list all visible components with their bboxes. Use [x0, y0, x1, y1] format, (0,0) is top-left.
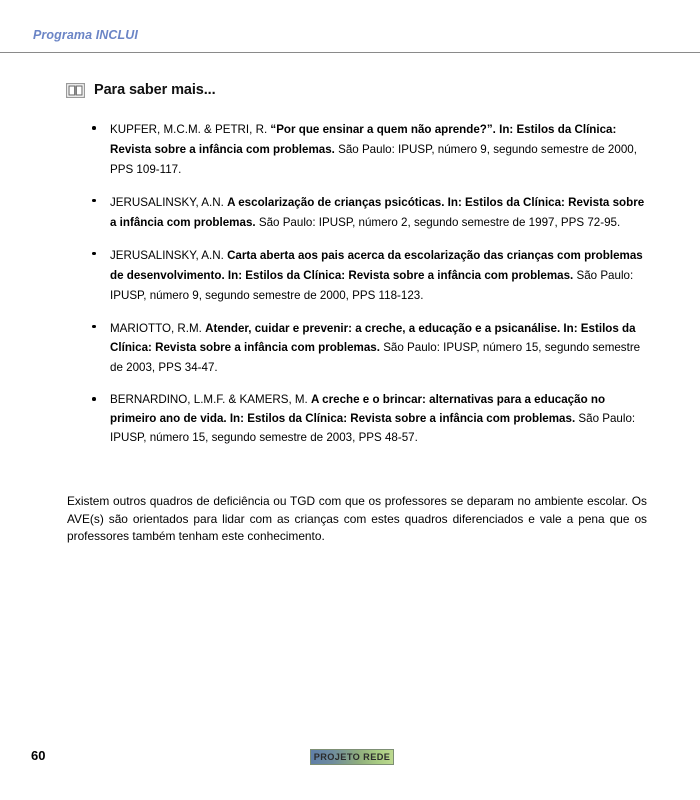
list-bullet-icon: [92, 199, 96, 203]
list-bullet-icon: [92, 397, 96, 401]
bibliography-item: [88, 193, 650, 233]
bibliography-item: [88, 319, 650, 379]
bibliography-item: [88, 120, 650, 180]
list-bullet-icon: [92, 252, 96, 256]
projeto-rede-logo-text: PROJETO REDE: [313, 752, 391, 762]
list-bullet-icon: [92, 126, 96, 130]
running-header-title: Programa INCLUI: [33, 28, 138, 42]
page-footer: [0, 740, 700, 800]
list-bullet-icon: [92, 325, 96, 329]
bibliography-entry-text: JERUSALINSKY, A.N. A escolarização de crianças psicóticas. In: Estilos da Clínica: Revista sobre a infância com problemas. São Paulo: IPUSP, número 2, segundo semestre de 1997, PPS 72-95.: [110, 195, 645, 229]
page-number: 60: [31, 748, 46, 763]
header-divider-rule: [0, 52, 700, 53]
bibliography-item: [88, 391, 650, 447]
closing-paragraph: Existem outros quadros de deficiência ou TGD com que os professores se deparam no ambiente escolar. Os AVE(s) são orientados para lidar com as crianças com estes quadros diferenciados e vale a pena que os professores também tenham este conhecimento.: [67, 493, 647, 544]
bibliography-entry-text: BERNARDINO, L.M.F. & KAMERS, M. A creche e o brincar: alternativas para a educação no primeiro ano de vida. In: Estilos da Clínica: Revista sobre a infância com problemas. São Paulo: IPUSP, número 15, segundo semestre de 2003, PPS 48-57.: [110, 393, 636, 444]
page-header: [0, 28, 700, 54]
bibliography-entry-text: KUPFER, M.C.M. & PETRI, R. “Por que ensinar a quem não aprende?”. In: Estilos da Clínica: Revista sobre a infância com problemas. São Paulo: IPUSP, número 9, segundo semestre de 2000, PPS 109-117.: [110, 123, 637, 176]
section-heading-label: Para saber mais...: [94, 82, 216, 98]
projeto-rede-logo: [310, 749, 394, 765]
bibliography-entry-text: JERUSALINSKY, A.N. Carta aberta aos pais acerca da escolarização das crianças com problemas de desenvolvimento. In: Estilos da Clínica: Revista sobre a infância com problemas. São Paulo: IPUSP, número 9, segundo semestre de 2000, PPS 118-123.: [110, 248, 643, 302]
bibliography-entry-text: MARIOTTO, R.M. Atender, cuidar e prevenir: a creche, a educação e a psicanálise. In: Estilos da Clínica: Revista sobre a infância com problemas. São Paulo: IPUSP, número 15, segundo semestre de 2003, PPS 34-47.: [110, 321, 641, 375]
bibliography-item: [88, 246, 650, 306]
open-book-icon: [66, 83, 85, 98]
bibliography-list: [88, 120, 650, 448]
section-heading: [66, 82, 216, 98]
